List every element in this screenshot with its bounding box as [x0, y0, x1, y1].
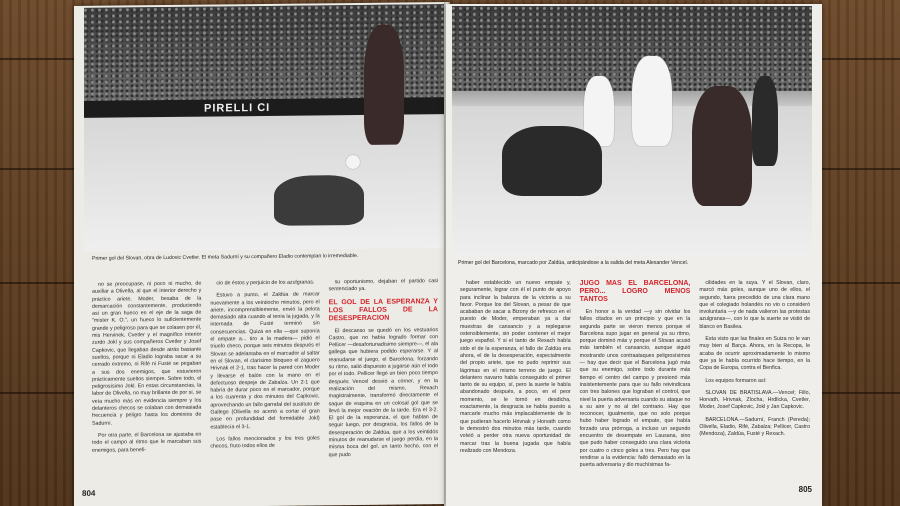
- paragraph: su oportunismo, dejaban el partido casi sentenciado ya.: [328, 278, 438, 293]
- right-photo: [452, 6, 812, 256]
- paragraph: Esta visto que las finales en Suiza no le van muy bien al Barça. Ahora, en la Recopa, le acaba de ocurrir aproximadamente lo mismo que ya le había ocurrido hace tiempo, en la Copa de Europa, contra el Benfica.: [699, 336, 811, 372]
- page-number-left: 804: [82, 488, 96, 498]
- left-page: [74, 2, 448, 506]
- paragraph: El descanso se quedó en los vestuarios Castro, que no había logrado formar con Pellicer —desafortunadísimo siempre—, el ala gallega que hubiera podido esperarse. Y al reanudarse el juego, el Barcelona, forzando su ritmo, salió dispuesto a jugarse aún el todo por el todo. Pellicer llegó un bien poco tiempo después Vencel desvió a córner, y en la realización del mismo, Rexach magistralmente, transformó directamente el saque de esquina en un colosal gol que se llevó la mejor ovación de la tarde. Era el 3-2. El gol de la esperanza, el que hablan de seguir luego, por desgracia, los fallos de la desesperación de Zaldúa, que a los veintidós minutos de reanudarse el juego perdía, en la misma boca del gol, un tanto hecho, con el que pudo: [328, 326, 438, 458]
- defender-player: [632, 56, 672, 146]
- paragraph: no se preocupase, ni poco ni mucho, de auxiliar a Olivella, al que el interior derecho y práctico ariete, Moder, besaba de la demarcación constantemente, produciendo así un gran hueco en el eje de la saga de "míster K. O.", un hueco lo suficientemente grande y peligroso para que se colasen por él, mis Hervinek, Cvetler y el magnífico interior zurdo Jokl y sus compañeros Cvetler y Josef Capkovic, que llegaban desde atrás bastante sueltos, porque ni Eladio lograba sacar a su cerrado extremo, ni Rifé ni Fusté se pegaban a sus dos enemigos, que estuvieron prácticamente sueltos siempre. Sobre todo, el peligrosísimo Jokl. En estas circunstancias, la labor de Olivella, no muy brillante de por sí, se veía mucho más en evidencia siempre y los delanteros checos se colaban con demasiada frecuencia y peligro hasta los dominios de Sadurní.: [92, 280, 202, 427]
- text-column: [92, 281, 201, 467]
- paragraph: cilidades en la suya. Y el Slovan, claro, marcó más goles, aunque uno de ellos, el segundo, fuera precedido de una clara mano que el colegiado holandés no vio o consideró involuntaria —y de nada valieron las protestas azulgranas—, con lo que la suerte se vistió de blanco en Basilea.: [699, 280, 811, 330]
- text-column: [210, 279, 319, 465]
- left-photo-caption: Primer gol del Slovan, obra de Ludovic Cvetler. El meta Sadurní y su compañero Eladio contemplan lo irremediable.: [92, 252, 359, 262]
- paragraph: Los equipos formaron así:: [705, 377, 767, 384]
- goalkeeper-player: [274, 175, 364, 226]
- left-text-columns: [92, 278, 438, 467]
- advertising-board: PIRELLI CI: [84, 97, 444, 119]
- page-number-right: 805: [798, 485, 812, 494]
- player: [752, 76, 778, 166]
- section-heading: JUGO MAS EL BARCELONA, PERO... LOGRO MENOS TANTOS: [579, 280, 691, 303]
- paragraph: En honor a la verdad —y sin olvidar los fallos citados en un principio y que en la segunda parte se vieron menos porque el Barcelona supo jugar en general ya su ritmo, porque dominó más y porque el Slovan acusó más también el cansancio, aunque siguió mostrando unos contraataques peligrosísimos— hay que decir que el Barcelona jugó más que su enemigo, sobre todo durante más tiempo el centro del campo y presionó más insistentemente para que su fallo reivindicara con tres balones que lograban el control, que nivel la puerta adversaria cuando su ataque no a su aire y no al del contrario. Hay que reconocer, igualmente, que no solo porque hubo haber logrado el empate, que había forzado una prórroga, a incluso un segundo encuentro de desempate en Lausana, sino que pudo haber conseguido una clara victoria por cuatro o cinco goles a tres. Pero hay que rendirse a la evidencia: falló demasiado en la puerta adversaria y dio muchísimas fa-: [579, 309, 691, 469]
- team-lineup: BARCELONA.—Sadurní, Franch (Pereda); Olivella, Eladio, Rifé, Zabalza; Pellicer, Castro (Mendoza), Zaldúa, Fusté y Rexach.: [699, 416, 811, 438]
- left-photo: [84, 4, 444, 252]
- ball: [346, 155, 360, 169]
- paragraph: cio de éstos y perjuicio de los azulgranas.: [216, 279, 315, 287]
- team-lineup: SLOVAN DE BRATISLAVA.—Vencel; Fillo, Horvath, Hrivnak, Zlocha, Hrdlicka, Cvetler, Moder, Josef Capkovic, Jokl y Jan Capkovic.: [699, 389, 811, 411]
- text-column: [460, 280, 571, 475]
- section-heading: EL GOL DE LA ESPERANZA Y LOS FALLOS DE LA DESESPERACION: [328, 297, 438, 322]
- text-column: [699, 280, 810, 475]
- text-column: [580, 280, 691, 475]
- right-photo-caption: Primer gol del Barcelona, marcado por Zaldúa, anticipándose a la salida del meta Alexander Vencel.: [458, 260, 689, 266]
- striker-player: [364, 25, 404, 145]
- paragraph: Estuvo a punto, el Zaldúa de marcar nuevamente a los veintiocho minutos, pero el ariete, incomprensiblemente, envió la pelota demasiado alta cuando al tenía la jugada, y la internada de Fusté terminó sin consecuencias. Quizá en ella —que suponía el empate a... tiro a la madera— pidió el triunfo checo, porque seis minutos después el Slovan se adelantaba en el marcador al saltar en el Slovan, el clarísimo bloqueo el zaguero Hrivnak el 2-1, tras hacer la pared con Moder y llevarse el balón con la mano en el defectuoso despeje de Zabalza. Un 2-1 que habría de durar poco en el marcador, porque a los cuarenta y dos minutos del Capkovic, aprovechando un fallo garrafal del sustituto de Gallego (Olivella no acertó a cortar el gran pase en profundidad del formidable Jokl) establecía el 3-1.: [210, 291, 320, 431]
- paragraph: Los fallos mencionados y los tres goles checos, fruto todos ellos de: [210, 435, 320, 450]
- right-text-columns: [460, 280, 810, 475]
- goalkeeper-player: [502, 126, 602, 196]
- paragraph: haber establecido un nuevo empate y, seguramente, lograr con él el punto de apoyo para inclinar la balanza de la victoria a su favor. Porque los del Slovan, a pesar de que acababan de sacar a Bizony de refresco en el puesto de Moder, emperaban ya a dar muestras de cansancio y a replegarse ostensiblemente, sin poder contener el mejor juego español. Y si el tanto de Rexach había sido el de la esperanza, el fallo de Zaldúa era ahora, el de la desesperación, especialmente del propio ariete, que no pudo reprimir sus lágrimas en el mismo terreno de juego. El delantero navarro había conseguido el primer tanto de su equipo, sí, pero la suerte le había abandonado después, a poco, en el peor momento, se le tornó en desdicha, exactamente, la desgracia se había puesto a marcarle mucho más implacablemente de lo que pudieran hacerlo Hrivnak y Horvath como le demostró dos minutos más tarde, cuando volvió a perder otra nueva oportunidad de marcar tras la buena jugada que había realizado con Mendoza.: [460, 280, 571, 454]
- right-page: [446, 4, 822, 506]
- striker-player: [692, 86, 752, 206]
- text-column: [329, 278, 438, 464]
- paragraph: Por otra parte, el Barcelona se ajustaba en todo el campo al ritmo que le marcaban sus enemigos, para benefi-: [92, 431, 202, 454]
